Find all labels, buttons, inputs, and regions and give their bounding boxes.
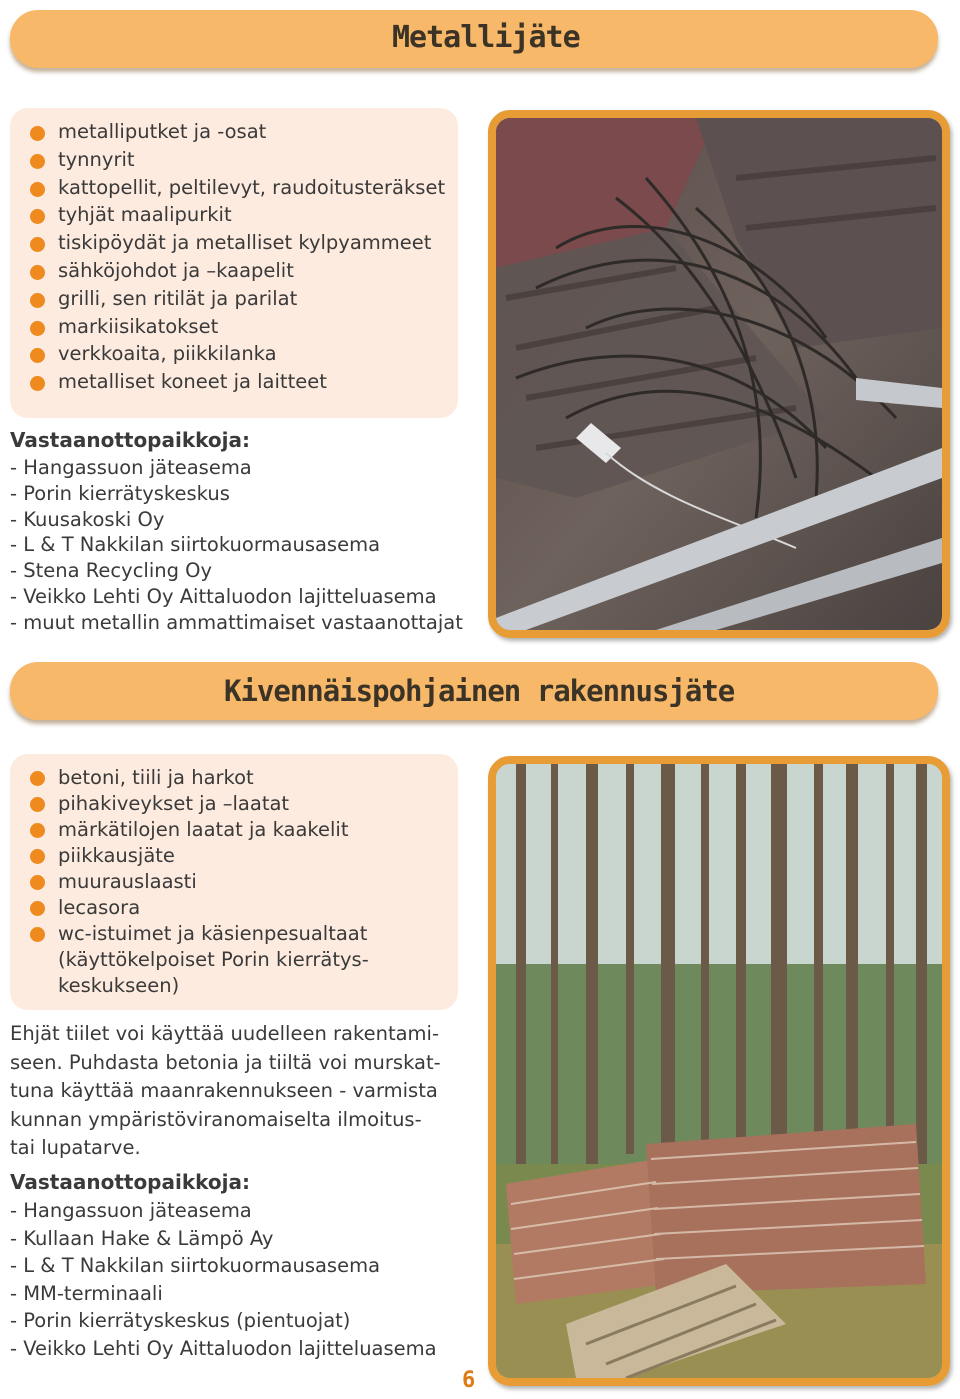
paragraph-line: tai lupatarve. <box>10 1136 141 1159</box>
bullet-dot-icon <box>30 126 45 141</box>
brick-piles-photo <box>488 756 950 1386</box>
metal-scrap-photo <box>488 110 950 638</box>
list-item: - Kuusakoski Oy <box>10 507 165 531</box>
list-item: metalliputket ja -osat <box>10 120 445 148</box>
list-item: - Porin kierrätyskeskus (pientuojat) <box>10 1309 351 1332</box>
paragraph-line: kunnan ympäristöviranomaiselta ilmoitus- <box>10 1107 422 1131</box>
bullet-dot-icon <box>30 927 45 942</box>
receiving-places-list <box>10 455 463 636</box>
list-item: tynnyrit <box>10 148 445 176</box>
item-list <box>10 766 369 1000</box>
list-item-note: keskukseen) <box>58 974 180 997</box>
list-item: lecasora <box>10 896 369 922</box>
list-item: - L & T Nakkilan siirtokuormausasema <box>10 533 381 557</box>
bullet-dot-icon <box>30 901 45 916</box>
bullet-dot-icon <box>30 209 45 224</box>
paragraph-line: seen. Puhdasta betonia ja tiiltä voi murskat- <box>10 1050 441 1074</box>
list-item: - muut metallin ammattimaiset vastaanottajat <box>10 610 463 634</box>
brick-piles-image <box>496 764 942 1378</box>
bullet-dot-icon <box>30 376 45 391</box>
list-item: märkätilojen laatat ja kaakelit <box>10 818 369 844</box>
metal-scrap-image <box>496 118 942 630</box>
bullet-dot-icon <box>30 797 45 812</box>
paragraph-line: tuna käyttää maanrakennukseen - varmista <box>10 1079 438 1102</box>
section-banner-mineral <box>10 662 938 720</box>
reuse-paragraph <box>10 1020 460 1163</box>
list-item: muurauslaasti <box>10 870 369 896</box>
page-number: 6 <box>462 1368 476 1393</box>
list-item: - Hangassuon jäteasema <box>10 456 252 479</box>
section-title: Kivennäispohjainen rakennusjäte <box>224 674 735 708</box>
list-item: piikkausjäte <box>10 844 369 870</box>
list-item: - Stena Recycling Oy <box>10 559 213 583</box>
section-title: Metallijäte <box>392 20 580 55</box>
bullet-dot-icon <box>30 771 45 786</box>
item-list-panel <box>10 754 458 1010</box>
bullet-dot-icon <box>30 154 45 169</box>
list-item: markiisikatokset <box>10 315 445 343</box>
list-item: betoni, tiili ja harkot <box>10 766 369 792</box>
bullet-dot-icon <box>30 875 45 890</box>
item-list-panel <box>10 108 458 418</box>
list-item: - Porin kierrätyskeskus <box>10 481 230 505</box>
list-item: - Veikko Lehti Oy Aittaluodon lajitteluasema <box>10 1336 437 1360</box>
bullet-dot-icon <box>30 823 45 838</box>
list-item: - MM-terminaali <box>10 1281 163 1305</box>
list-item: metalliset koneet ja laitteet <box>10 370 445 398</box>
list-item: - Kullaan Hake & Lämpö Ay <box>10 1226 274 1250</box>
list-item: pihakiveykset ja –laatat <box>10 792 369 818</box>
list-item: - Hangassuon jäteasema <box>10 1199 252 1222</box>
section-banner-metal <box>10 10 938 68</box>
bullet-dot-icon <box>30 182 45 197</box>
list-item: tyhjät maalipurkit <box>10 203 445 231</box>
list-item: tiskipöydät ja metalliset kylpyammeet <box>10 231 445 259</box>
bullet-dot-icon <box>30 293 45 308</box>
bullet-dot-icon <box>30 321 45 336</box>
receiving-places-heading: Vastaanottopaikkoja: <box>10 1170 250 1194</box>
receiving-places-list <box>10 1197 437 1362</box>
list-item: - L & T Nakkilan siirtokuormausasema <box>10 1254 381 1277</box>
bullet-dot-icon <box>30 265 45 280</box>
list-item: verkkoaita, piikkilanka <box>10 342 445 370</box>
list-item-note: (käyttökelpoiset Porin kierrätys- <box>58 948 369 971</box>
bullet-dot-icon <box>30 348 45 363</box>
bullet-dot-icon <box>30 849 45 864</box>
list-item: grilli, sen ritilät ja parilat <box>10 287 445 315</box>
paragraph-line: Ehjät tiilet voi käyttää uudelleen rakentami- <box>10 1022 439 1045</box>
list-item: - Veikko Lehti Oy Aittaluodon lajitteluasema <box>10 584 437 608</box>
list-item: wc-istuimet ja käsienpesualtaat <box>10 922 369 948</box>
list-item: kattopellit, peltilevyt, raudoitusteräkset <box>10 176 445 204</box>
list-item: sähköjohdot ja –kaapelit <box>10 259 445 287</box>
item-list <box>10 120 445 398</box>
bullet-dot-icon <box>30 237 45 252</box>
receiving-places-heading: Vastaanottopaikkoja: <box>10 428 250 452</box>
